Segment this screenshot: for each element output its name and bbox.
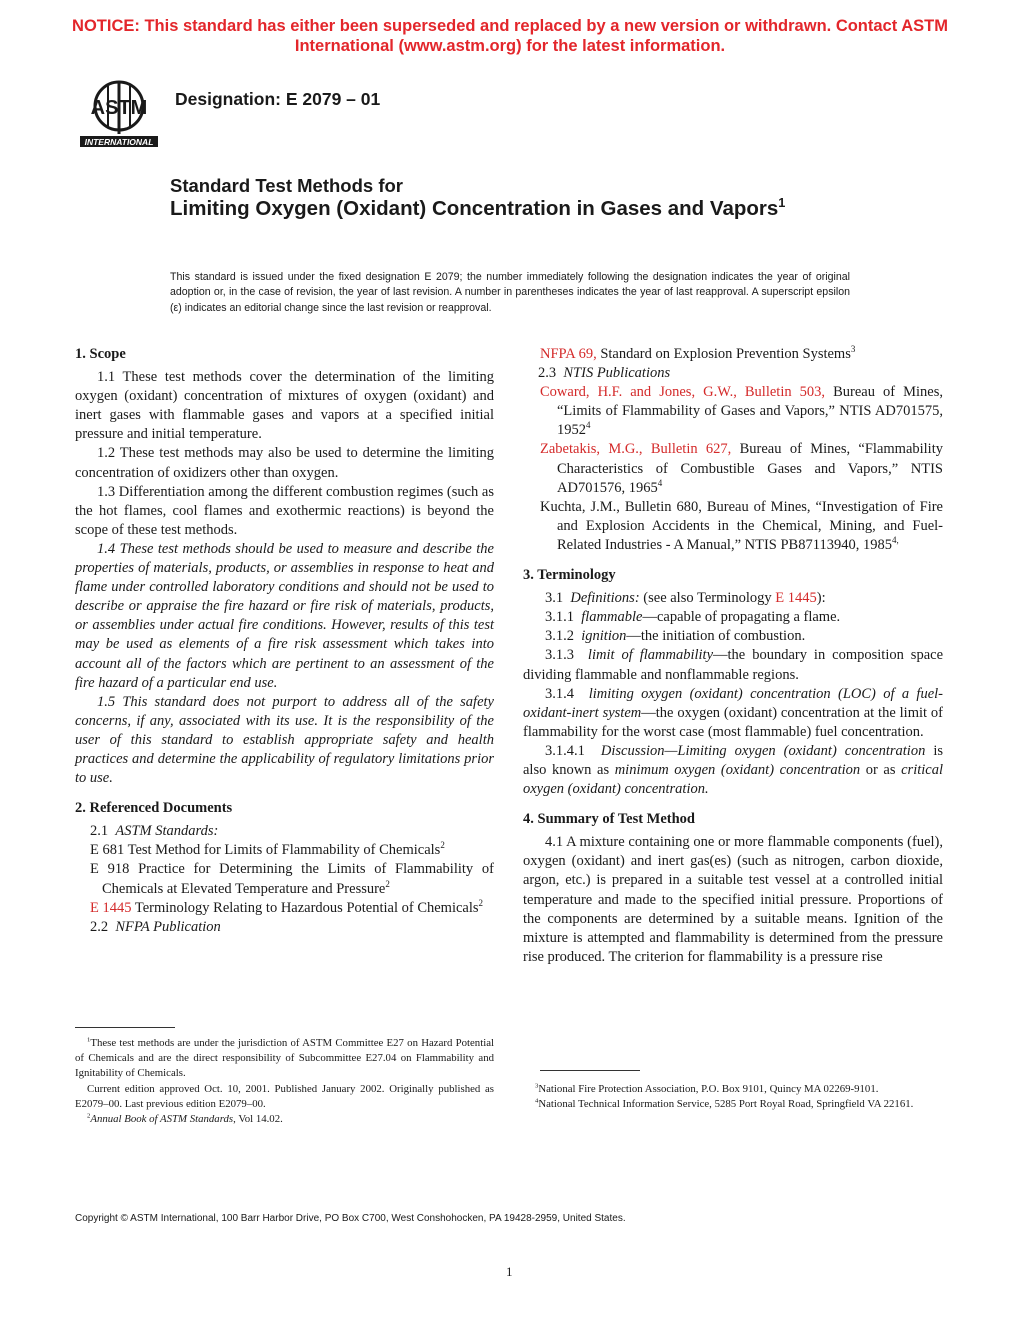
withdrawn-notice: NOTICE: This standard has either been superseded and replaced by a new version or withdrawn. Contact ASTM International (www.astm.org) for the latest information. xyxy=(72,17,948,55)
para-2-1-label: ASTM Standards: xyxy=(115,823,219,840)
definition-ignition: —the initiation of combustion. xyxy=(626,628,806,645)
astm-logo xyxy=(78,78,160,150)
definition-limit-of-flammability: —the boundary in composition space dividing flammable and nonflammable regions. xyxy=(523,647,944,683)
para-2-2 xyxy=(75,918,494,937)
para-2-3-number: 2.3 xyxy=(538,365,557,382)
reference-e918-sup: 2 xyxy=(385,878,390,889)
reference-zabetakis-link[interactable]: Zabetakis, M.G., Bulletin 627, xyxy=(540,441,732,458)
para-3-1-3 xyxy=(523,646,943,684)
left-column xyxy=(75,345,494,937)
para-3-1-label: Definitions: xyxy=(570,590,640,607)
reference-zabetakis-sup: 4 xyxy=(657,477,663,488)
para-2-3 xyxy=(523,364,943,383)
footnote-3 xyxy=(523,1082,943,1097)
discussion-text-1: is also known as xyxy=(523,742,944,778)
footnote-2-title: Annual Book of ASTM Standards xyxy=(90,1113,234,1126)
reference-e1445-text: Terminology Relating to Hazardous Potential of Chemicals xyxy=(131,899,479,916)
reference-nfpa69-sup: 3 xyxy=(850,344,856,355)
footnote-2-text: , Vol 14.02. xyxy=(233,1113,283,1126)
summary-heading: 4. Summary of Test Method xyxy=(523,811,695,828)
footnote-3-text: National Fire Protection Association, P.O. Box 9101, Quincy MA 02269-9101. xyxy=(538,1083,879,1095)
title-footnote-mark: 1 xyxy=(778,195,786,211)
para-3-1-4-1 xyxy=(523,742,943,799)
para-1-3: 1.3 Differentiation among the different combustion regimes (such as the hot flames, cool flames and exothermic reactions) is beyond the scope of these test methods. xyxy=(75,483,494,538)
reference-zabetakis-text: Bureau of Mines, “Flammability Characteristics of Combustible Gases and Vapors,” NTIS AD701576, 1965 xyxy=(557,441,943,496)
reference-e1445-sup: 2 xyxy=(478,897,484,908)
para-3-1-number: 3.1 xyxy=(545,590,564,607)
footnote-1 xyxy=(75,1036,494,1082)
astm-international-logo-icon xyxy=(78,78,160,150)
discussion-label: Discussion—Limiting oxygen (oxidant) concentration xyxy=(600,742,926,759)
para-3-1-1 xyxy=(523,608,943,627)
terminology-heading: 3. Terminology xyxy=(523,567,616,584)
reference-kuchta-text: Kuchta, J.M., Bulletin 680, Bureau of Mines, “Investigation of Fire and Explosion Accidents in the Chemical, Mining, and Fuel-Related Industries - A Manual,” NTIS PB87113940, 1985 xyxy=(540,498,943,553)
reference-nfpa69 xyxy=(523,345,943,364)
right-column xyxy=(523,345,943,967)
definition-flammable: —capable of propagating a flame. xyxy=(642,609,841,626)
term-limit-of-flammability: limit of flammability xyxy=(587,647,714,664)
referenced-documents-heading: 2. Referenced Documents xyxy=(75,800,233,817)
discussion-term-2: critical oxygen (oxidant) concentration. xyxy=(523,761,943,798)
copyright-line: Copyright © ASTM International, 100 Barr Harbor Drive, PO Box C700, West Conshohocken, PA 19428-2959, United States. xyxy=(75,1213,626,1224)
footnote-1-text: These test methods are under the jurisdiction of ASTM Committee E27 on Hazard Potential of Chemicals and are the direct responsibility of Subcommittee E27.04 on Flammability and Ignitability of Chemicals. xyxy=(75,1037,494,1080)
right-footnote-rule xyxy=(540,1070,640,1071)
right-footnotes xyxy=(523,1082,943,1112)
logo-wordmark: ASTM xyxy=(90,97,148,119)
reference-coward xyxy=(523,383,943,440)
para-2-2-label: NFPA Publication xyxy=(115,918,221,935)
footnote-4-text: National Technical Information Service, 5285 Port Royal Road, Springfield VA 22161. xyxy=(538,1098,914,1111)
reference-nfpa69-link[interactable]: NFPA 69, xyxy=(540,346,597,362)
definition-loc: —the oxygen (oxidant) concentration at the limit of flammability for the worst case (most flammable) fuel concentration. xyxy=(523,704,943,740)
reference-e1445-link[interactable]: E 1445 xyxy=(90,899,132,916)
para-2-1 xyxy=(75,822,494,841)
terminology-e1445-link[interactable]: E 1445 xyxy=(775,590,817,607)
footnote-1-mark: 1 xyxy=(87,1036,91,1044)
title-line-2 xyxy=(170,197,870,221)
para-1-1: 1.1 These test methods cover the determination of the limiting oxygen (oxidant) concentration of mixtures of oxygen (oxidant) and inert gases with flammable gases and vapors at a specified initial pressure and initial temperature. xyxy=(75,369,494,443)
para-3-1-text: (see also Terminology xyxy=(639,590,776,607)
reference-e1445 xyxy=(75,899,494,918)
footnote-2-mark: 2 xyxy=(87,1112,91,1120)
term-ignition: ignition xyxy=(581,628,627,645)
para-3-1-4 xyxy=(523,685,943,742)
logo-subtitle: INTERNATIONAL xyxy=(84,137,154,147)
designation: Designation: E 2079 – 01 xyxy=(175,89,381,109)
term-loc: limiting oxygen (oxidant) concentration (LOC) of a fuel-oxidant-inert system xyxy=(523,685,944,721)
page-number: 1 xyxy=(506,1264,513,1279)
reference-e681-sup: 2 xyxy=(440,840,445,851)
para-1-5: 1.5 This standard does not purport to address all of the safety concerns, if any, associated with its use. It is the responsibility of the user of this standard to establish appropriate safety and health practices and determine the applicability of regulatory limitations prior to use. xyxy=(75,693,494,787)
para-2-2-number: 2.2 xyxy=(90,918,109,935)
reference-coward-link[interactable]: Coward, H.F. and Jones, G.W., Bulletin 503, xyxy=(540,384,826,401)
reference-e918 xyxy=(75,860,494,898)
reference-e918-text: E 918 Practice for Determining the Limits of Flammability of Chemicals at Elevated Temperature and Pressure xyxy=(90,861,494,897)
title-main: Limiting Oxygen (Oxidant) Concentration in Gases and Vapors xyxy=(170,197,779,220)
reference-e681 xyxy=(75,841,494,860)
footnote-4-mark: 4 xyxy=(535,1097,539,1105)
standard-intro-note: This standard is issued under the fixed designation E 2079; the number immediately following the designation indicates the year of original adoption or, in the case of revision, the year of last revision. A number in parentheses indicates the year of last reapproval. A superscript epsilon (ε) indicates an editorial change since the last revision or reapproval. xyxy=(170,271,850,314)
reference-coward-text: Bureau of Mines, “Limits of Flammability of Gases and Vapors,” NTIS AD701575, 1952 xyxy=(557,384,943,439)
para-3-1-4-number: 3.1.4 xyxy=(545,685,574,702)
reference-kuchta xyxy=(523,498,943,555)
scope-heading: 1. Scope xyxy=(75,346,126,362)
reference-nfpa69-text: Standard on Explosion Prevention Systems xyxy=(596,346,851,362)
para-2-1-number: 2.1 xyxy=(90,823,109,840)
discussion-term-1: minimum oxygen (oxidant) concentration xyxy=(614,761,861,778)
para-3-1 xyxy=(523,589,943,608)
para-3-1-4-1-number: 3.1.4.1 xyxy=(545,742,585,759)
para-3-1-1-number: 3.1.1 xyxy=(545,609,574,626)
para-2-3-label: NTIS Publications xyxy=(563,365,671,382)
para-3-1-3-number: 3.1.3 xyxy=(545,647,574,664)
para-1-2: 1.2 These test methods may also be used to determine the limiting concentration of oxidizers other than oxygen. xyxy=(75,445,494,481)
footnote-1-edition: Current edition approved Oct. 10, 2001. Published January 2002. Originally published as E2079–00. Last previous edition E2079–00. xyxy=(75,1082,494,1110)
title-line-1: Standard Test Methods for xyxy=(170,175,403,196)
para-4-1: 4.1 A mixture containing one or more flammable components (fuel), oxygen (oxidant) and inert gas(es) (such as nitrogen, carbon dioxide, argon, etc.) is prepared in a suitable test vessel at a controlled initial temperature and made to the specified initial pressure. Proportions of the components are determined by a suitable means. Ignition of the mixture is attempted and flammability is determined from the pressure rise produced. The criterion for flammability is a pressure rise xyxy=(523,834,943,965)
discussion-text-2: or as xyxy=(860,761,902,778)
footnote-3-mark: 3 xyxy=(535,1082,539,1090)
reference-coward-sup: 4 xyxy=(586,420,591,431)
left-footnotes xyxy=(75,1036,494,1127)
footnote-2 xyxy=(75,1112,494,1127)
left-footnote-rule xyxy=(75,1027,175,1028)
reference-e681-text: E 681 Test Method for Limits of Flammability of Chemicals xyxy=(90,842,441,859)
reference-kuchta-sup: 4, xyxy=(891,535,899,546)
para-1-4: 1.4 These test methods should be used to measure and describe the properties of materials, products, or assemblies in response to heat and flame under controlled laboratory conditions and should not be used to describe or appraise the fire hazard or fire risk of materials, products, or assemblies under actual fire conditions. However, results of this test may be used as elements of a fire risk assessment which takes into account all of the factors which are pertinent to an assessment of the fire hazard of a particular end use. xyxy=(75,540,494,691)
para-3-1-2-number: 3.1.2 xyxy=(545,628,574,645)
term-flammable: flammable xyxy=(581,609,643,626)
para-3-1-2 xyxy=(523,627,943,646)
para-3-1-end: ): xyxy=(816,590,826,607)
document-title xyxy=(170,175,870,221)
footnote-4 xyxy=(523,1097,943,1112)
reference-zabetakis xyxy=(523,440,943,497)
